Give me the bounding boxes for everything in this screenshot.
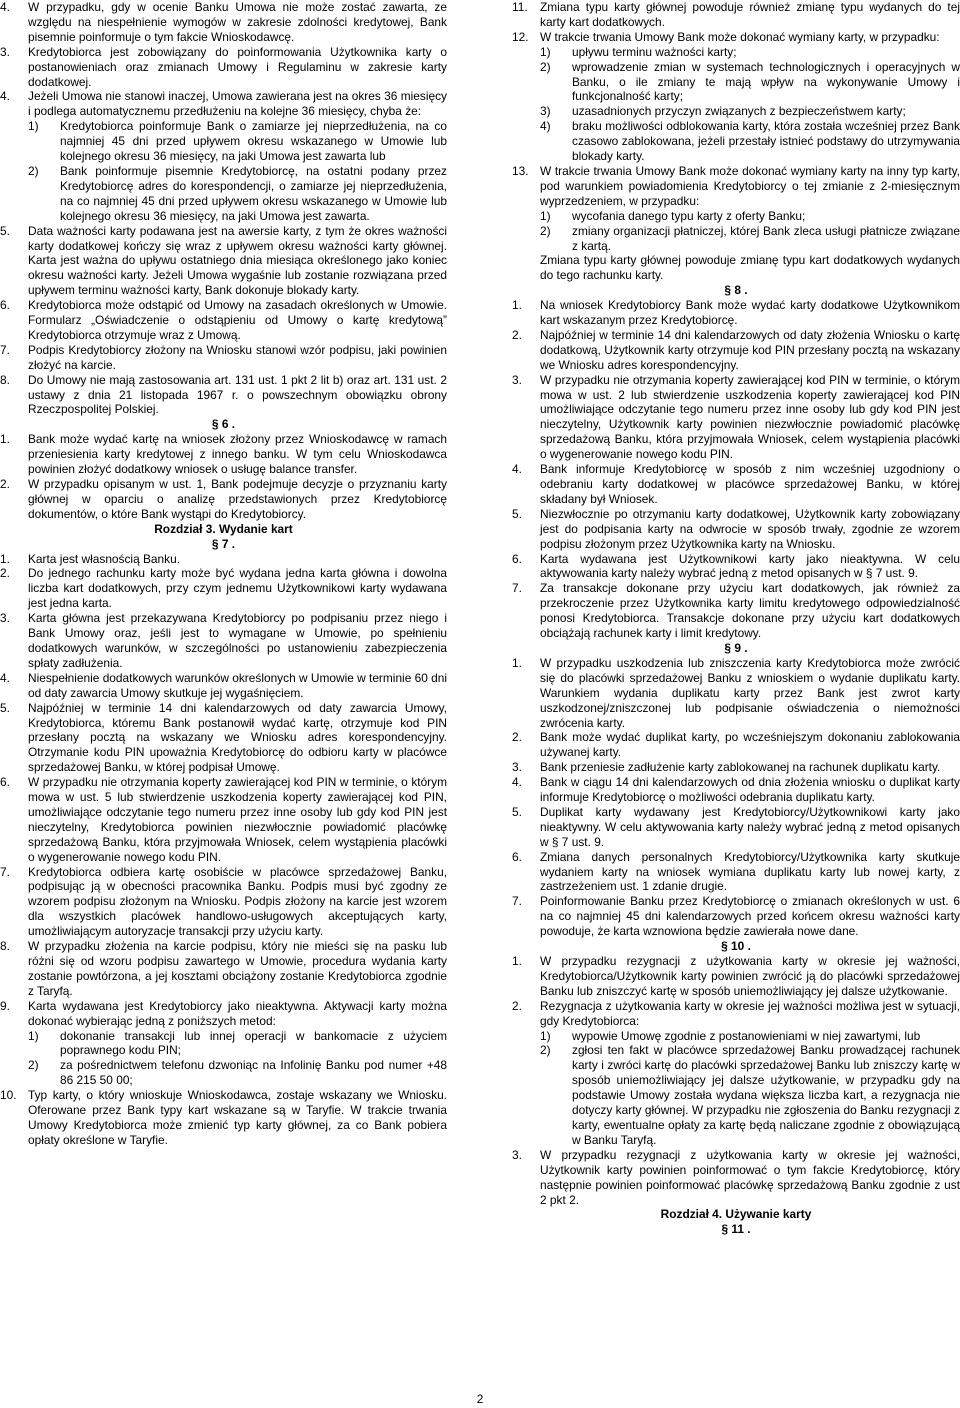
item-text: Rezygnacja z użytkowania karty w okresie jej ważności możliwa jest w sytuacji, gdy Kredytobiorca: <box>540 998 960 1028</box>
item-number: 3) <box>540 104 551 119</box>
item-text: Kredytobiorca poinformuje Bank o zamiarze jej nieprzedłużenia, na co najmniej 45 dni przed upływem okresu wskazanego w Umowie lub kolejnego okresu 36 miesięcy, na jaki Umowa jest zawarta lub <box>60 119 447 164</box>
numbered-item <box>512 954 960 999</box>
numbered-item <box>0 552 447 567</box>
section-heading: Rozdział 3. Wydanie kart <box>154 521 293 536</box>
item-text: dokonanie transakcji lub innej operacji w bankomacie z użyciem poprawnego kodu PIN; <box>60 1028 447 1058</box>
item-text: braku możliwości odblokowania karty, która została wcześniej przez Bank czasowo zablokowana, jeżeli przestały istnieć podstawy do utrzymywania blokady karty. <box>572 119 960 164</box>
item-text: Jeżeli Umowa nie stanowi inaczej, Umowa zawierana jest na okres 36 miesięcy i podlega automatycznemu przedłużeniu na kolejne 36 miesięcy, chyba że: <box>28 89 447 119</box>
numbered-item <box>512 850 960 895</box>
item-text: W przypadku nie otrzymania koperty zawierającej kod PIN w terminie, o którym mowa w ust. 2 lub stwierdzenie uszkodzenia koperty zawierającej kod PIN umożliwiające odczytanie tego numeru przez inne osoby lub gdy kod PIN jest nieczytelny, Użytkownik karty powinien niezwłocznie powiadomić placówkę sprzedażową Banku, która przyjmowała Wniosek, celem wystąpienia placówki o wygenerowanie nowego kodu PIN. <box>540 372 960 462</box>
item-text: wprowadzenie zmian w systemach technologicznych i operacyjnych w Banku, o ile zmiany te mają wpływ na wykonywanie Umowy i funkcjonalność karty; <box>572 59 960 104</box>
item-number: 2. <box>0 477 10 491</box>
item-text: W przypadku rezygnacji z użytkowania karty w okresie jej ważności, Kredytobiorca/Użytkownik karty powinien zwrócić ją do placówki sprzedażowej Banku lub zniszczyć kartę w sposób uniemożliwiający jej dalsze użytkowanie. <box>540 954 960 998</box>
numbered-item <box>512 462 960 507</box>
item-number: 8. <box>0 372 10 387</box>
item-number: 2) <box>540 223 551 238</box>
item-number: 4. <box>0 0 10 14</box>
item-text: Karta jest własnością Banku. <box>28 551 181 566</box>
numbered-item <box>0 1088 447 1148</box>
item-number: 4. <box>512 462 522 477</box>
item-text: Do jednego rachunku karty może być wydana jedna karta główna i dowolna liczba kart dodatkowych, przy czym jednemu Użytkownikowi karty wydawana jest jedna karta. <box>28 566 447 611</box>
numbered-item <box>0 45 447 90</box>
numbered-item <box>512 805 960 850</box>
item-number: 2) <box>540 1043 551 1058</box>
item-number: 3. <box>0 44 10 59</box>
item-number: 7. <box>0 342 10 357</box>
item-text: Bank może wydać duplikat karty, po wcześniejszym dokonaniu zablokowania używanej karty. <box>540 730 960 760</box>
item-number: 1. <box>0 551 10 566</box>
item-text: W przypadku rezygnacji z użytkowania karty w okresie jej ważności, Użytkownik karty powinien poinformować o tym fakcie Kredytobiorcę, który następnie powinien poinformować placówkę sprzedażową Banku zgodnie z ust 2 pkt 2. <box>540 1147 960 1207</box>
numbered-item <box>0 865 447 940</box>
numbered-item <box>0 566 447 611</box>
sub-item <box>512 1029 960 1044</box>
item-number: 13. <box>512 163 529 178</box>
item-number: 1) <box>540 1028 551 1043</box>
sub-item <box>0 119 447 164</box>
item-text: za pośrednictwem telefonu dzwoniąc na Infolinię Banku pod numer +48 86 215 50 00; <box>60 1058 447 1088</box>
numbered-item <box>512 30 960 45</box>
item-text: Podpis Kredytobiorcy złożony na Wniosku stanowi wzór podpisu, jaki powinien złożyć na karcie. <box>28 342 447 372</box>
item-text: uzasadnionych przyczyn związanych z bezpieczeństwem karty; <box>572 104 906 119</box>
numbered-item <box>512 581 960 641</box>
numbered-item <box>0 671 447 701</box>
item-text: Bank w ciągu 14 dni kalendarzowych od dnia złożenia wniosku o duplikat karty informuje Kredytobiorcę o możliwości odebrania duplikatu karty. <box>540 775 960 805</box>
item-number: 3. <box>512 372 522 387</box>
item-text: Data ważności karty podawana jest na awersie karty, z tym że okres ważności karty dodatkowej kończy się wraz z upływem okresu ważności karty głównej. Karta jest ważna do upływu ostatniego dnia miesiąca określonego jako koniec okresu ważności karty. Jeżeli Umowa wygaśnie lub zostanie rozwiązana przed upływem terminu ważności karty, Bank dokonuje blokady karty. <box>28 223 447 298</box>
numbered-item <box>0 775 447 864</box>
left-column <box>0 0 447 1148</box>
item-text: Duplikat karty wydawany jest Kredytobiorcy/Użytkownikowi karty jako nieaktywny. W celu aktywowania karty należy wybrać jedną z metod opisanych w § 7 ust. 9. <box>540 804 960 849</box>
right-column <box>512 0 960 1237</box>
numbered-item <box>512 775 960 805</box>
numbered-item <box>0 224 447 299</box>
numbered-item <box>0 432 447 477</box>
item-text: Na wniosek Kredytobiorcy Bank może wydać karty dodatkowe Użytkownikom kart wskazanym przez Kredytobiorcę. <box>540 298 960 328</box>
item-number: 4. <box>512 775 522 790</box>
item-text: Bank poinformuje pisemnie Kredytobiorcę, na ostatni podany przez Kredytobiorcę adres do korespondencji, o zamiarze jej nieprzedłużenia, na co najmniej 45 dni przed upływem okresu wskazanego w Umowie lub kolejnego okresu 36 miesięcy, na jaki Umowa jest zawarta. <box>60 163 447 223</box>
item-text: Bank informuje Kredytobiorcę w sposób z nim wcześniej uzgodniony o odebraniu karty dodatkowej w placówce sprzedażowej Banku, w której składany był Wniosek. <box>540 462 960 506</box>
paragraph: Zmiana typu karty głównej powoduje zmianę typu kart dodatkowych wydanych do tego rachunku karty. <box>540 253 960 283</box>
item-text: Karta główna jest przekazywana Kredytobiorcy po podpisaniu przez niego i Bank Umowy oraz, jeśli jest to wymagane w Umowie, po spełnieniu dodatkowych warunków, w szczególności po ustanowieniu zabezpieczenia spłaty zadłużenia. <box>28 611 447 670</box>
numbered-item <box>0 373 447 418</box>
item-text: upływu terminu ważności karty; <box>572 44 737 59</box>
item-number: 1. <box>0 432 10 447</box>
section-heading: § 8 . <box>724 283 748 298</box>
item-text: Bank może wydać kartę na wniosek złożony przez Wnioskodawcę w ramach przeniesienia karty kredytowej z innego banku. W tym celu Wnioskodawca powinien złożyć dodatkowy wniosek o usługę balance transfer. <box>28 432 447 477</box>
numbered-item <box>512 730 960 760</box>
sub-item <box>0 1029 447 1059</box>
numbered-item <box>512 0 960 30</box>
item-number: 8. <box>0 939 10 954</box>
item-text: Karta wydawana jest Użytkownikowi karty jako nieaktywna. W celu aktywowania karty należy wybrać jedną z metod opisanych w § 7 ust. 9. <box>540 551 960 581</box>
item-text: Zmiana danych personalnych Kredytobiorcy/Użytkownika karty skutkuje wydaniem karty na wniosek wymiana duplikatu karty lub nowej karty, z zastrzeżeniem ust. 1 zdanie drugie. <box>540 849 960 894</box>
numbered-item <box>512 373 960 462</box>
item-text: wycofania danego typu karty z oferty Banku; <box>572 208 806 223</box>
item-number: 6. <box>512 551 522 566</box>
item-number: 1) <box>28 1028 39 1043</box>
sub-item <box>512 1043 960 1147</box>
item-number: 10. <box>0 1088 17 1103</box>
item-text: zgłosi ten fakt w placówce sprzedażowej Banku prowadzącej rachunek karty i zwróci kartę do placówki sprzedażowej Banku lub zniszczy kartę w sposób uniemożliwiający jej dalsze użytkowanie, w przypadku gdy na podstawie Umowy została wydana większa liczba kart, a rezygnacja nie dotyczy karty głównej. W przypadku nie zgłoszenia do Banku rezygnacji z karty, ewentualne opłaty za kartę będą naliczane zgodnie z obowiązującą w Banku Taryfą. <box>572 1043 960 1147</box>
numbered-item <box>512 760 960 775</box>
item-text: W przypadku opisanym w ust. 1, Bank podejmuje decyzje o przyznaniu karty głównej w oparciu o analizę przedstawionych przez Kredytobiorcę dokumentów, o które Bank wystąpi do Kredytobiorcy. <box>28 477 447 521</box>
item-text: Karta wydawana jest Kredytobiorcy jako nieaktywna. Aktywacji karty można dokonać wybierając jedną z poniższych metod: <box>28 998 447 1028</box>
numbered-item <box>512 164 960 209</box>
sub-item <box>512 45 960 60</box>
numbered-item <box>512 656 960 731</box>
sub-item <box>512 209 960 224</box>
item-number: 2) <box>28 163 39 178</box>
item-number: 6. <box>0 775 10 790</box>
sub-item <box>512 224 960 254</box>
item-number: 2. <box>512 998 522 1013</box>
item-number: 7. <box>0 864 10 879</box>
item-text: zmiany organizacji płatniczej, której Bank zleca usługi płatnicze związane z kartą. <box>572 223 960 253</box>
item-text: Niezwłocznie po otrzymaniu karty dodatkowej, Użytkownik karty zobowiązany jest do podpisania karty na odwrocie w sposób trwały, zgodnie ze wzorem podpisu złożonym przez Użytkownika karty na Wniosku. <box>540 506 960 551</box>
numbered-item <box>512 298 960 328</box>
item-text: Najpóźniej w terminie 14 dni kalendarzowych od daty złożenia Wniosku o kartę dodatkową, Użytkownik karty otrzymuje kod PIN przesłany pocztą na wskazany we Wniosku adres korespondencyjny. <box>540 327 960 372</box>
item-number: 1. <box>512 655 522 670</box>
sub-item <box>512 60 960 105</box>
item-number: 9. <box>0 998 10 1013</box>
numbered-item <box>0 611 447 671</box>
item-number: 1) <box>28 119 39 134</box>
item-text: W przypadku uszkodzenia lub zniszczenia karty Kredytobiorca może zwrócić się do placówki sprzedażowej Banku z wnioskiem o wydanie duplikatu karty. Warunkiem wydania duplikatu karty przez Bank jest zwrot karty uszkodzonej/zniszczonej lub podpisanie oświadczenia o niemożności zwrócenia karty. <box>540 655 960 730</box>
item-text: Kredytobiorca odbiera kartę osobiście w placówce sprzedażowej Banku, podpisując ją w obecności pracownika Banku. Podpis musi być zgodny ze wzorem podpisu złożonym na Wniosku. Podpis złożony na karcie jest wzorem dla wszystkich placówek handlowo-usługowych akceptujących karty, umożliwiającym autoryzacje transakcji przy użyciu karty. <box>28 864 447 939</box>
item-text: W trakcie trwania Umowy Bank może dokonać wymiany karty, w przypadku: <box>540 29 940 44</box>
item-text: Kredytobiorca jest zobowiązany do poinformowania Użytkownika karty o postanowieniach oraz zmianach Umowy i Regulaminu w zakresie karty dodatkowej. <box>28 44 447 89</box>
item-number: 1) <box>540 208 551 223</box>
sub-item <box>512 104 960 119</box>
item-number: 4. <box>0 670 10 685</box>
sub-item <box>512 119 960 164</box>
item-text: W trakcie trwania Umowy Bank może dokonać wymiany karty na inny typ karty, pod warunkiem powiadomienia Kredytobiorcy o tej zmianie z 2-miesięcznym wyprzedzeniem, w przypadku: <box>540 163 960 208</box>
item-number: 7. <box>512 581 522 596</box>
item-number: 12. <box>512 29 529 44</box>
section-heading: § 6 . <box>211 417 236 432</box>
item-text: Bank przeniesie zadłużenie karty zablokowanej na rachunek duplikatu karty. <box>540 760 941 775</box>
numbered-item <box>0 298 447 343</box>
item-text: Typ karty, o który wnioskuje Wnioskodawca, zostaje wskazany we Wniosku. Oferowane przez Bank typy kart wskazane są w Taryfie. W trakcie trwania Umowy Kredytobiorca może zmienić typ karty głównej, za co Bank pobiera opłaty określone w Taryfie. <box>28 1088 447 1147</box>
numbered-item <box>0 343 447 373</box>
item-number: 3. <box>512 760 522 775</box>
numbered-item <box>512 552 960 582</box>
section-heading: § 9 . <box>724 640 748 655</box>
item-number: 2. <box>0 566 10 581</box>
numbered-item <box>0 0 447 45</box>
numbered-item <box>0 701 447 776</box>
item-number: 1. <box>512 298 522 313</box>
item-number: 2. <box>512 730 522 745</box>
item-number: 2) <box>540 59 551 74</box>
item-text: Poinformowanie Banku przez Kredytobiorcę o zmianach określonych w ust. 6 na co najmniej 45 dni kalendarzowych przed końcem okresu ważności karty powoduje, że karta wznowiona będzie zawierała nowe dane. <box>540 894 960 939</box>
section-heading: § 10 . <box>721 939 751 954</box>
item-text: Za transakcje dokonane przy użyciu kart dodatkowych, jak również za przekroczenie przez Użytkownika karty limitu kredytowego odpowiedzialność ponosi Kredytobiorca. Transakcje dokonane przy użyciu kart dodatkowych obciążają rachunek karty i limit kredytowy. <box>540 581 960 641</box>
item-number: 5. <box>0 223 10 238</box>
section-heading: Rozdział 4. Używanie karty <box>660 1207 812 1222</box>
item-text: Do Umowy nie mają zastosowania art. 131 ust. 1 pkt 2 lit b) oraz art. 131 ust. 2 ustawy z dnia 21 listopada 1967 r. o powszechnym obowiązku obrony Rzeczpospolitej Polskiej. <box>28 372 447 417</box>
item-text: Najpóźniej w terminie 14 dni kalendarzowych od daty zawarcia Umowy, Kredytobiorca, któremu Bank postanowił wydać kartę, otrzymuje kod PIN przesłany pocztą na wskazany we Wniosku adres korespondencyjny. Otrzymanie kodu PIN upoważnia Kredytobiorcę do odbioru karty w placówce sprzedażowej Banku, w której podpisał Umowę. <box>28 700 447 775</box>
item-number: 3. <box>0 611 10 626</box>
item-number: 3. <box>512 1147 522 1162</box>
section-heading: § 11 . <box>721 1222 751 1237</box>
item-number: 6. <box>0 298 10 313</box>
numbered-item <box>0 89 447 119</box>
item-number: 1) <box>540 44 551 59</box>
numbered-item <box>512 999 960 1029</box>
item-text: wypowie Umowę zgodnie z postanowieniami w niej zawartymi, lub <box>572 1028 921 1043</box>
item-number: 5. <box>512 804 522 819</box>
item-text: Niespełnienie dodatkowych warunków określonych w Umowie w terminie 60 dni od daty zawarcia Umowy skutkuje jej wygaśnięciem. <box>28 670 448 700</box>
item-text: Kredytobiorca może odstąpić od Umowy na zasadach określonych w Umowie. Formularz „Oświadczenie o odstąpieniu od Umowy o kartę kredytową” Kredytobiorca otrzymuje wraz z Umową. <box>28 298 447 342</box>
numbered-item <box>512 507 960 552</box>
numbered-item <box>0 477 447 522</box>
item-number: 2) <box>28 1058 39 1073</box>
item-text: W przypadku złożenia na karcie podpisu, który nie mieści się na pasku lub różni się od wzoru podpisu zawartego w Umowie, procedura wydania karty zostanie powtórzona, a jej kosztami obciążony zostanie Kredytobiorca zgodnie z Taryfą. <box>28 939 447 998</box>
numbered-item <box>512 1148 960 1208</box>
item-text: W przypadku nie otrzymania koperty zawierającej kod PIN w terminie, o którym mowa w ust. 5 lub stwierdzenie uszkodzenia koperty zawierającej kod PIN, umożliwiające odczytanie tego numeru przez inne osoby lub gdy kod PIN jest nieczytelny, Kredytobiorca powinien niezwłocznie powiadomić placówkę sprzedażową Banku, która przyjmowała Wniosek, celem wystąpienia placówki o wygenerowanie nowego kodu PIN. <box>28 775 447 864</box>
item-number: 6. <box>512 849 522 864</box>
section-heading: § 7 . <box>211 536 236 551</box>
item-number: 5. <box>512 506 522 521</box>
item-text: Zmiana typu karty głównej powoduje również zmianę typu wydanych do tej karty kart dodatkowych. <box>540 0 960 29</box>
numbered-item <box>512 894 960 939</box>
numbered-item <box>0 999 447 1029</box>
item-number: 4) <box>540 119 551 134</box>
item-number: 5. <box>0 700 10 715</box>
numbered-item <box>0 939 447 999</box>
sub-item <box>0 1058 447 1088</box>
item-number: 2. <box>512 327 522 342</box>
numbered-item <box>512 328 960 373</box>
item-number: 7. <box>512 894 522 909</box>
item-text: W przypadku, gdy w ocenie Banku Umowa nie może zostać zawarta, ze względu na niespełnienie wymogów w zakresie zdolności kredytowej, Bank pisemnie poinformuje o tym fakcie Wnioskodawcę. <box>28 0 447 44</box>
sub-item <box>0 164 447 224</box>
item-number: 1. <box>512 954 522 968</box>
item-number: 4. <box>0 89 10 104</box>
page-number: 2 <box>476 1392 484 1406</box>
item-number: 11. <box>512 0 528 14</box>
